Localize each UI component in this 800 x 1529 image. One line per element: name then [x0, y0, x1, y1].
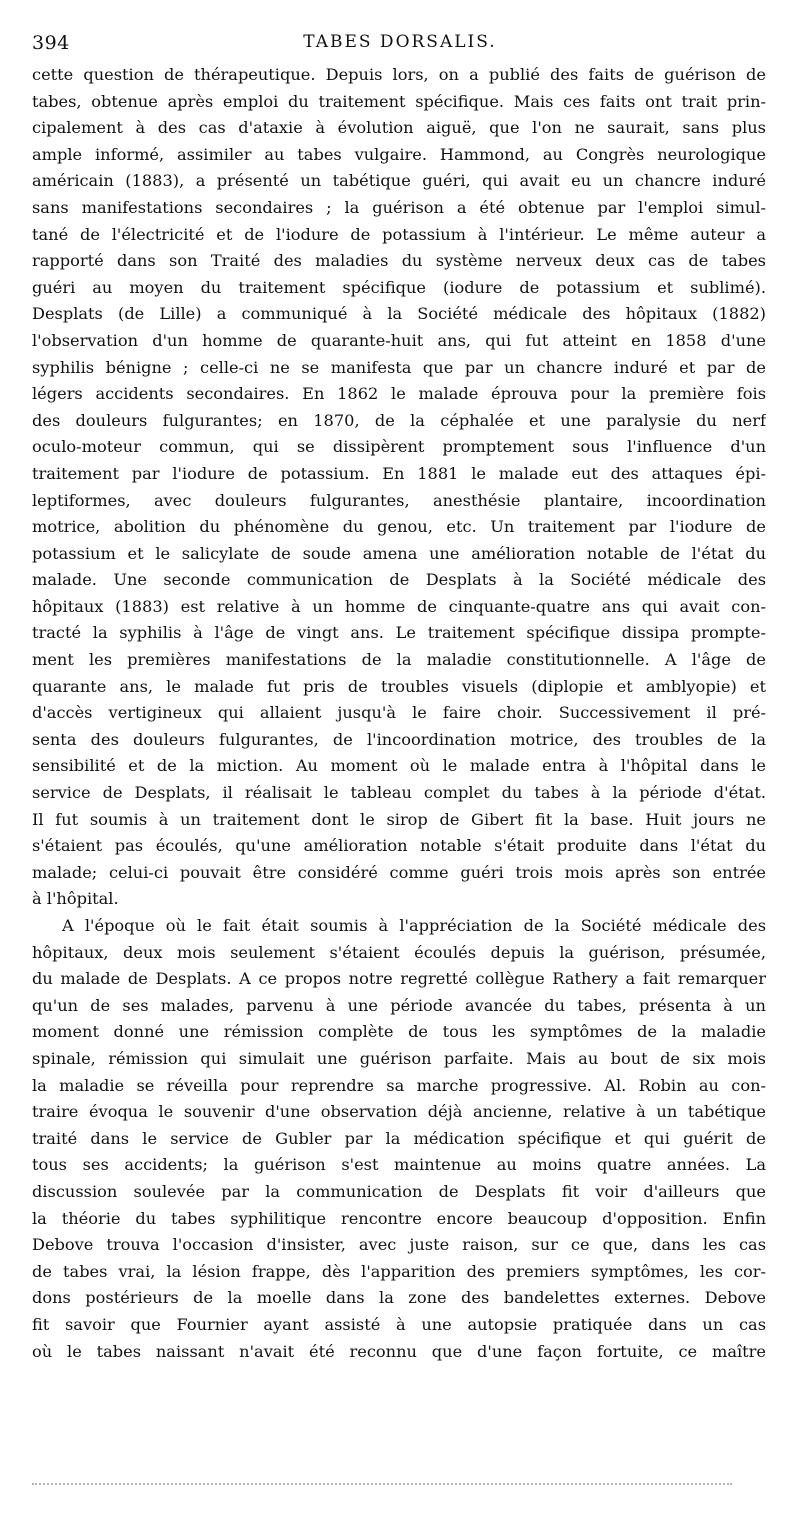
text-line: motrice, abolition du phénomène du genou, etc. Un traitement par l'iodure de	[32, 517, 766, 537]
text-line: où le tabes naissant n'avait été reconnu que d'une façon fortuite, ce maître	[32, 1341, 766, 1361]
text-line: cipalement à des cas d'ataxie à évolution aiguë, que l'on ne saurait, sans plus	[32, 118, 766, 138]
text-line: légers accidents secondaires. En 1862 le malade éprouva pour la première fois	[32, 384, 766, 404]
text-line: tabes, obtenue après emploi du traitement spécifique. Mais ces faits ont trait prin-	[32, 91, 766, 111]
text-line: potassium et le salicylate de soude amena une amélioration notable de l'état du	[32, 543, 766, 563]
text-line: quarante ans, le malade fut pris de troubles visuels (diplopie et amblyopie) et	[32, 676, 766, 696]
text-line: ample informé, assimiler au tabes vulgaire. Hammond, au Congrès neurologique	[32, 144, 766, 164]
text-line: moment donné une rémission complète de tous les symptômes de la maladie	[32, 1022, 766, 1042]
text-line: hôpitaux (1883) est relative à un homme de cinquante-quatre ans qui avait con-	[32, 596, 766, 616]
text-line: syphilis bénigne ; celle-ci ne se manifesta que par un chancre induré et par de	[32, 357, 766, 377]
text-line: s'étaient pas écoulés, qu'une amélioration notable s'était produite dans l'état du	[32, 836, 766, 856]
text-line: traité dans le service de Gubler par la médication spécifique et qui guérit de	[32, 1128, 766, 1148]
text-line: l'observation d'un homme de quarante-huit ans, qui fut atteint en 1858 d'une	[32, 330, 766, 350]
text-line: la théorie du tabes syphilitique rencontre encore beaucoup d'opposition. Enfin	[32, 1208, 766, 1228]
text-line: spinale, rémission qui simulait une guérison parfaite. Mais au bout de six mois	[32, 1048, 766, 1068]
text-line: oculo-moteur commun, qui se dissipèrent promptement sous l'influence d'un	[32, 437, 766, 457]
text-line: A l'époque où le fait était soumis à l'appréciation de la Société médicale des	[62, 916, 766, 935]
text-line: guéri au moyen du traitement spécifique (iodure de potassium et sublimé).	[32, 277, 766, 297]
text-line: tous ses accidents; la guérison s'est maintenue au moins quatre années. La	[32, 1155, 766, 1175]
text-line: leptiformes, avec douleurs fulgurantes, anesthésie plantaire, incoordination	[32, 490, 766, 510]
body-text	[32, 62, 766, 1365]
text-line: cette question de thérapeutique. Depuis lors, on a publié des faits de guérison de	[32, 65, 766, 84]
text-line: senta des douleurs fulgurantes, de l'incoordination motrice, des troubles de la	[32, 729, 766, 749]
text-line: dons postérieurs de la moelle dans la zone des bandelettes externes. Debove	[32, 1288, 766, 1308]
footer-dotted-rule	[32, 1483, 732, 1485]
text-line: fit savoir que Fournier ayant assisté à une autopsie pratiquée dans un cas	[32, 1314, 766, 1334]
text-line: la maladie se réveilla pour reprendre sa marche progressive. Al. Robin au con-	[32, 1075, 766, 1095]
text-line: rapporté dans son Traité des maladies du système nerveux deux cas de tabes	[32, 251, 766, 271]
text-line: malade; celui-ci pouvait être considéré comme guéri trois mois après son entrée	[32, 862, 766, 882]
text-line: sensibilité et de la miction. Au moment où le malade entra à l'hôpital dans le	[32, 756, 766, 776]
page-header	[32, 30, 768, 58]
text-line: traitement par l'iodure de potassium. En 1881 le malade eut des attaques épi-	[32, 463, 766, 483]
text-line: tané de l'électricité et de l'iodure de potassium à l'intérieur. Le même auteur a	[32, 224, 766, 244]
text-line: sans manifestations secondaires ; la guérison a été obtenue par l'emploi simul-	[32, 197, 766, 217]
text-line: des douleurs fulgurantes; en 1870, de la céphalée et une paralysie du nerf	[32, 410, 766, 430]
text-line: discussion soulevée par la communication de Desplats fit voir d'ailleurs que	[32, 1181, 766, 1201]
text-line: malade. Une seconde communication de Desplats à la Société médicale des	[32, 570, 766, 590]
text-line: d'accès vertigineux qui allaient jusqu'à le faire choir. Successivement il pré-	[32, 703, 766, 723]
text-line: Desplats (de Lille) a communiqué à la Société médicale des hôpitaux (1882)	[32, 304, 766, 324]
text-line: hôpitaux, deux mois seulement s'étaient écoulés depuis la guérison, présumée,	[32, 942, 766, 962]
text-line: du malade de Desplats. A ce propos notre regretté collègue Rathery a fait remarquer	[32, 969, 766, 989]
text-line: Il fut soumis à un traitement dont le sirop de Gibert fit la base. Huit jours ne	[32, 809, 766, 829]
text-line: ment les premières manifestations de la maladie constitutionnelle. A l'âge de	[32, 650, 766, 670]
text-line: traire évoqua le souvenir d'une observation déjà ancienne, relative à un tabétique	[32, 1102, 766, 1122]
text-line: qu'un de ses malades, parvenu à une période avancée du tabes, présenta à un	[32, 995, 766, 1015]
paragraph-continued	[32, 62, 766, 913]
text-line: américain (1883), a présenté un tabétique guéri, qui avait eu un chancre induré	[32, 171, 766, 191]
text-line: service de Desplats, il réalisait le tableau complet du tabes à la période d'état.	[32, 783, 766, 803]
paragraph-discussion	[32, 913, 766, 1365]
text-line: tracté la syphilis à l'âge de vingt ans. Le traitement spécifique dissipa prompte-	[32, 623, 766, 643]
running-title: TABES DORSALIS.	[303, 32, 497, 52]
page-number: 394	[32, 32, 70, 54]
text-line: à l'hôpital.	[32, 889, 119, 909]
text-line: Debove trouva l'occasion d'insister, avec juste raison, sur ce que, dans les cas	[32, 1235, 766, 1255]
text-line: de tabes vrai, la lésion frappe, dès l'apparition des premiers symptômes, les cor-	[32, 1261, 766, 1281]
